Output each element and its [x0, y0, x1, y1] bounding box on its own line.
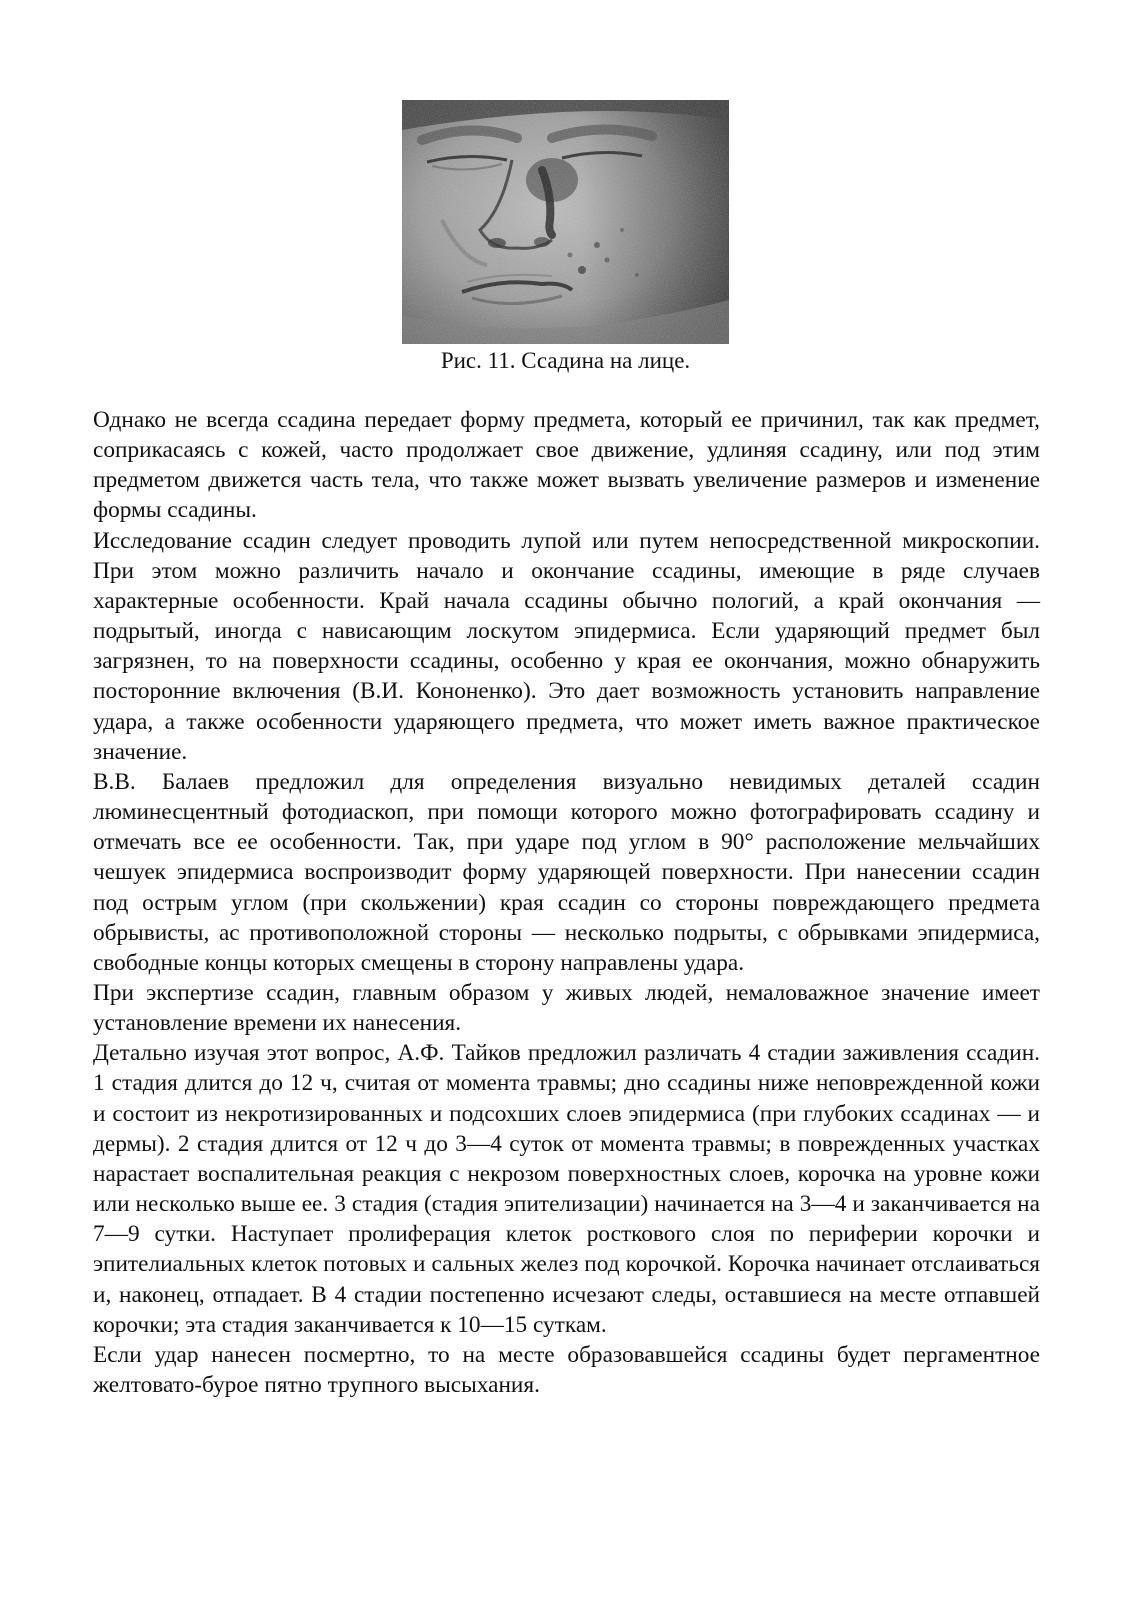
paragraph: В.В. Балаев предложил для определения визуально невидимых деталей ссадин люминесцентный фотодиаскоп, при помощи которого можно фотографировать ссадину и отмечать все ее особенности. Так, при ударе под углом в 90° расположение мельчайших чешуек эпидермиса воспроизводит форму ударяющей поверхности. При нанесении ссадин под острым углом (при скольжении) края ссадин со стороны повреждающего предмета обрывисты, ас противоположной стороны — несколько подрыты, с обрывками эпидермиса, свободные концы которых смещены в сторону направлены удара.	[93, 768, 1040, 976]
paragraph: Исследование ссадин следует проводить лупой или путем непосредственной микроскопии. При этом можно различить начало и окончание ссадины, имеющие в ряде случаев характерные особенности. Край начала ссадины обычно пологий, а край окончания — подрытый, иногда с нависающим лоскутом эпидермиса. Если ударяющий предмет был загрязнен, то на поверхности ссадины, особенно у края ее окончания, можно обнаружить посторонние включения (В.И. Кононенко). Это дает возможность установить направление удара, а также особенности ударяющего предмета, что может иметь важное практическое значение.	[93, 527, 1040, 765]
body-text	[93, 405, 1040, 1400]
face-abrasion-photo	[402, 100, 729, 344]
paragraph: При экспертизе ссадин, главным образом у живых людей, немаловажное значение имеет установление времени их нанесения.	[93, 979, 1040, 1037]
paragraph: Однако не всегда ссадина передает форму предмета, который ее причинил, так как предмет, соприкасаясь с кожей, часто продолжает свое движение, удлиняя ссадину, или под этим предметом движется часть тела, что также может вызвать увеличение размеров и изменение формы ссадины.	[93, 407, 1040, 524]
paragraph: Детально изучая этот вопрос, А.Ф. Тайков предложил различать 4 стадии заживления ссадин. 1 стадия длится до 12 ч, считая от момента травмы; дно ссадины ниже неповрежденной кожи и состоит из некротизированных и подсохших слоев эпидермиса (при глубоких ссадинах — и дермы). 2 стадия длится от 12 ч до 3—4 суток от момента травмы; в поврежденных участках нарастает воспалительная реакция с некрозом поверхностных слоев, корочка на уровне кожи или несколько выше ее. 3 стадия (стадия эпителизации) начинается на 3—4 и заканчивается на 7—9 сутки. Наступает пролиферация клеток росткового слоя по периферии корочки и эпителиальных клеток потовых и сальных желез под корочкой. Корочка начинает отслаиваться и, наконец, отпадает. В 4 стадии постепенно исчезают следы, оставшиеся на месте отпавшей корочки; эта стадия заканчивается к 10—15 суткам.	[93, 1040, 1040, 1338]
figure-caption: Рис. 11. Ссадина на лице.	[440, 348, 691, 373]
paragraph: Если удар нанесен посмертно, то на месте образовавшейся ссадины будет пергаментное желтовато-бурое пятно трупного высыхания.	[93, 1341, 1040, 1398]
